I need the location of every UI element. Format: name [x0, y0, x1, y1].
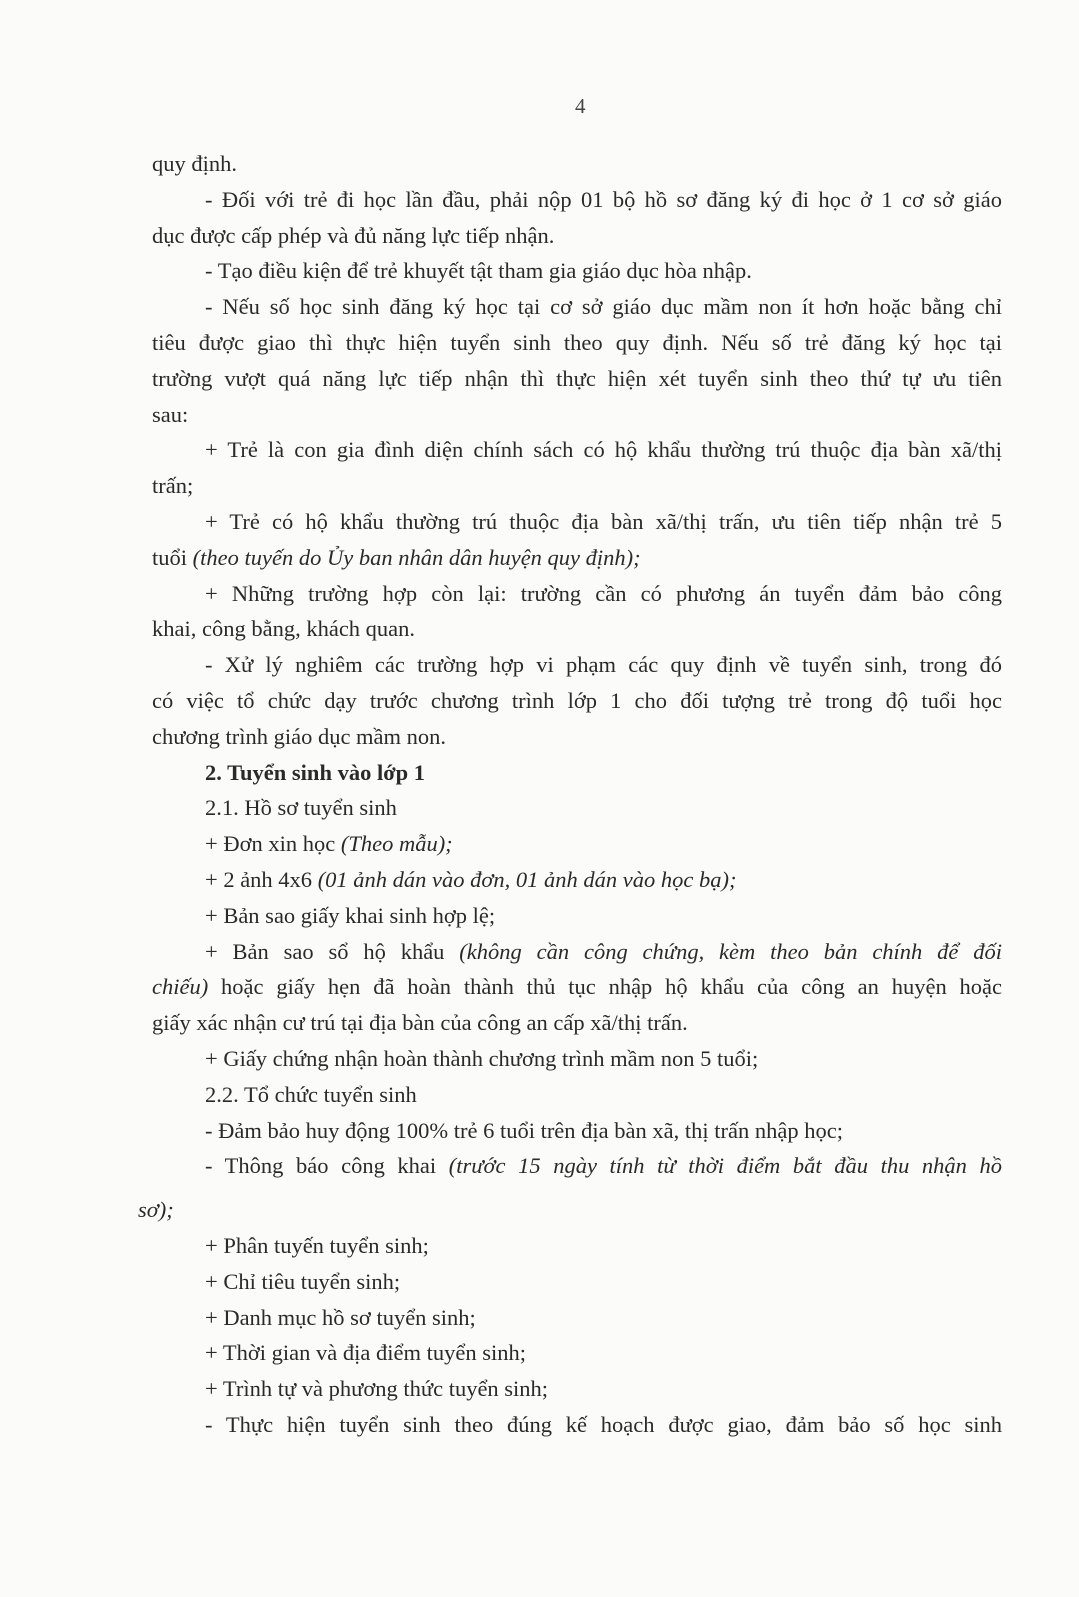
text-line — [152, 218, 1002, 254]
text-segment: quy định. — [152, 151, 238, 176]
text-segment: - Nếu số học sinh đăng ký học tại cơ sở giáo dục mầm non ít hơn hoặc bằng chỉ — [205, 294, 1002, 320]
italic-text: (trước 15 ngày tính từ thời điểm bắt đầu thu nhận hồ — [448, 1153, 1002, 1179]
text-line — [152, 1148, 1002, 1184]
text-line — [152, 182, 1002, 218]
text-segment: - Đối với trẻ đi học lần đầu, phải nộp 01 bộ hồ sơ đăng ký đi học ở 1 cơ sở giáo — [205, 186, 1002, 212]
text-segment: dục được cấp phép và đủ năng lực tiếp nhận. — [152, 222, 555, 248]
text-segment: + Những trường hợp còn lại: trường cần có phương án tuyển đảm bảo công — [205, 580, 1002, 606]
text-line — [152, 1264, 1002, 1300]
text-segment: - Tạo điều kiện để trẻ khuyết tật tham gia giáo dục hòa nhập. — [205, 258, 752, 284]
italic-text: (01 ảnh dán vào đơn, 01 ảnh dán vào học bạ); — [317, 866, 737, 892]
text-line — [152, 576, 1002, 612]
text-line — [152, 1228, 1002, 1264]
text-line — [152, 826, 1002, 862]
text-line — [152, 1407, 1002, 1443]
text-line — [152, 361, 1002, 397]
text-segment: + Đơn xin học — [205, 831, 341, 857]
text-line — [152, 862, 1002, 898]
italic-text: sơ); — [138, 1197, 174, 1223]
text-segment: + Giấy chứng nhận hoàn thành chương trình mầm non 5 tuổi; — [205, 1045, 759, 1071]
document-body — [138, 146, 1002, 1443]
text-segment: 2.1. Hồ sơ tuyển sinh — [205, 795, 397, 821]
text-segment: - Thông báo công khai — [205, 1153, 449, 1179]
text-line — [152, 898, 1002, 934]
text-segment: khai, công bằng, khách quan. — [152, 616, 416, 642]
text-line — [152, 1335, 1002, 1371]
italic-text: (không cần công chứng, kèm theo bản chính để đối — [459, 938, 1002, 964]
text-segment: + Trẻ có hộ khẩu thường trú thuộc địa bàn xã/thị trấn, ưu tiên tiếp nhận trẻ 5 — [205, 508, 1002, 534]
text-line — [152, 1041, 1002, 1077]
text-segment: chương trình giáo dục mầm non. — [152, 723, 447, 749]
text-segment: trường vượt quá năng lực tiếp nhận thì thực hiện xét tuyển sinh theo thứ tự ưu tiên — [152, 365, 1002, 391]
text-segment: tiêu được giao thì thực hiện tuyển sinh theo quy định. Nếu số trẻ đăng ký học tại — [152, 329, 1002, 355]
text-line — [152, 719, 1002, 755]
text-segment: giấy xác nhận cư trú tại địa bàn của công an cấp xã/thị trấn. — [152, 1010, 688, 1036]
text-segment: + Danh mục hồ sơ tuyển sinh; — [205, 1304, 476, 1330]
text-segment: có việc tổ chức dạy trước chương trình lớp 1 cho đối tượng trẻ trong độ tuổi học — [152, 687, 1002, 713]
italic-text: (theo tuyến do Ủy ban nhân dân huyện quy định); — [192, 544, 641, 570]
text-line — [152, 1005, 1002, 1041]
text-segment: trấn; — [152, 473, 194, 499]
text-segment: 2.2. Tổ chức tuyển sinh — [205, 1081, 417, 1107]
text-segment: + Trẻ là con gia đình diện chính sách có hộ khẩu thường trú thuộc địa bàn xã/thị — [205, 437, 1002, 463]
text-line — [152, 468, 1002, 504]
text-segment: + Phân tuyến tuyển sinh; — [205, 1232, 429, 1258]
text-segment: tuổi — [152, 544, 193, 570]
text-line — [152, 969, 1002, 1005]
page-number: 4 — [575, 94, 586, 118]
text-line — [152, 289, 1002, 325]
text-line — [152, 755, 1002, 791]
text-line — [138, 1192, 1002, 1228]
text-segment: + Trình tự và phương thức tuyển sinh; — [205, 1376, 549, 1402]
text-line — [152, 611, 1002, 647]
text-segment: sau: — [152, 401, 189, 427]
text-segment: + Chỉ tiêu tuyển sinh; — [205, 1268, 401, 1294]
text-line — [152, 790, 1002, 826]
text-line — [152, 1113, 1002, 1149]
text-segment: + Bản sao giấy khai sinh hợp lệ; — [205, 902, 496, 928]
italic-text: (Theo mẫu); — [340, 831, 453, 857]
text-line — [152, 683, 1002, 719]
section-heading: 2. Tuyển sinh vào lớp 1 — [205, 759, 426, 785]
text-segment: - Đảm bảo huy động 100% trẻ 6 tuổi trên địa bàn xã, thị trấn nhập học; — [205, 1117, 843, 1143]
text-line — [152, 934, 1002, 970]
italic-text: chiếu) — [152, 974, 209, 1000]
text-segment: + 2 ảnh 4x6 — [205, 866, 318, 892]
text-segment: - Xử lý nghiêm các trường hợp vi phạm các quy định về tuyển sinh, trong đó — [205, 652, 1002, 678]
text-segment: hoặc giấy hẹn đã hoàn thành thủ tục nhập hộ khẩu của công an huyện hoặc — [208, 974, 1002, 1000]
text-line — [152, 325, 1002, 361]
text-segment: + Bản sao sổ hộ khẩu — [205, 938, 460, 964]
text-line — [152, 1077, 1002, 1113]
text-line — [152, 397, 1002, 433]
text-segment: + Thời gian và địa điểm tuyển sinh; — [205, 1340, 526, 1366]
text-line — [152, 253, 1002, 289]
text-segment: - Thực hiện tuyển sinh theo đúng kế hoạch được giao, đảm bảo số học sinh — [205, 1411, 1002, 1437]
text-line — [152, 647, 1002, 683]
text-line — [152, 1371, 1002, 1407]
text-line — [152, 432, 1002, 468]
text-line — [152, 540, 1002, 576]
text-line — [152, 146, 1002, 182]
text-line — [152, 1300, 1002, 1336]
text-line — [152, 504, 1002, 540]
